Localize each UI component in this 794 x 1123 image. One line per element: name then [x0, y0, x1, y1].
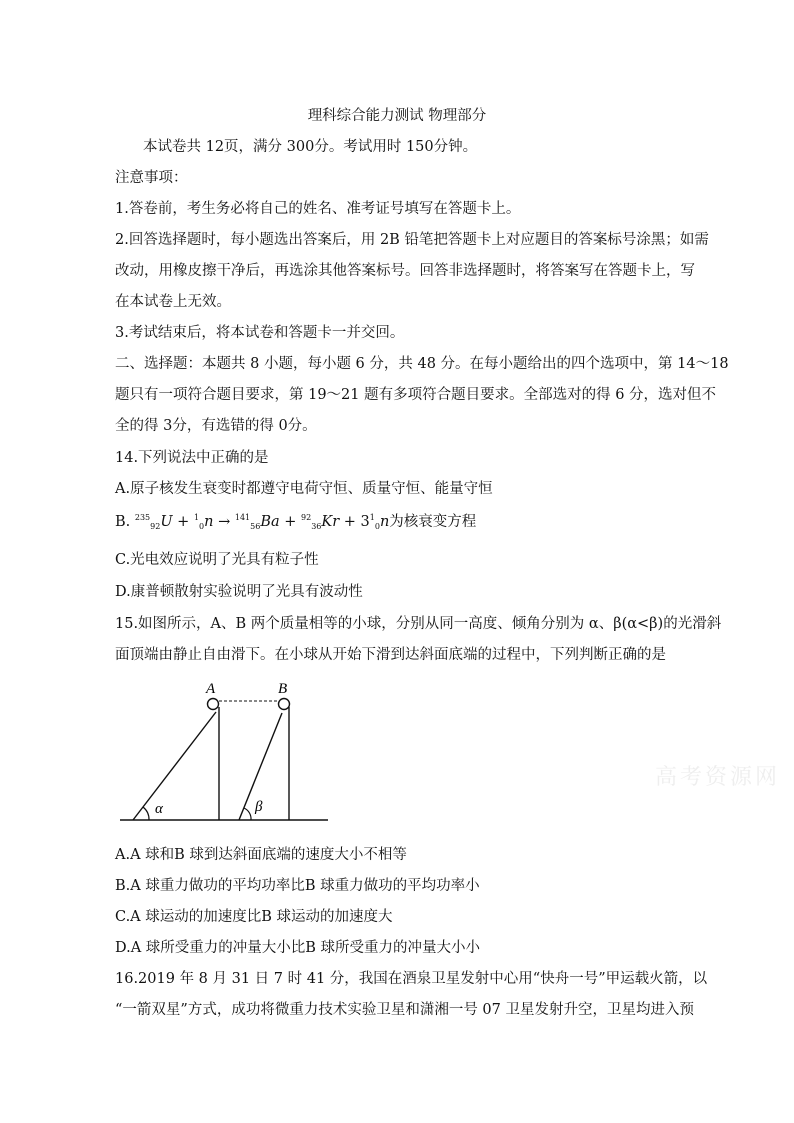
label-a: A	[206, 681, 216, 697]
nuclear-equation: $^{235}_{92}U + ^1_0n \to ^{141}_{56}Ba + ^{92}_{36}Kr + 3^1_0n$	[134, 513, 390, 531]
section-instructions-line-3: 全的得 3分，有选错的得 0分。	[115, 418, 317, 434]
incline-diagram	[115, 675, 345, 825]
q14-option-c: C.光电效应说明了光具有粒子性	[115, 552, 319, 568]
label-beta: β	[255, 799, 263, 815]
q15-stem-line-2: 面顶端由静止自由滑下。在小球从开始下滑到达斜面底端的过程中，下列判断正确的是	[115, 647, 666, 663]
section-instructions-line-2: 题只有一项符合题目要求，第 19～21 题有多项符合题目要求。全部选对的得 6 分，选对但不	[115, 387, 717, 403]
notes-heading: 注意事项：	[115, 170, 188, 186]
q16-line-2: “一箭双星”方式，成功将微重力技术实验卫星和潇湘一号 07 卫星发射升空，卫星均进入预	[115, 1002, 694, 1018]
label-alpha: α	[155, 801, 163, 817]
q14-option-b-suffix: 为核衰变方程	[389, 514, 477, 530]
ball-a	[208, 699, 219, 710]
q15-option-c: C.A 球运动的加速度比B 球运动的加速度大	[115, 909, 393, 925]
note-3: 3.考试结束后，将本试卷和答题卡一并交回。	[115, 325, 405, 341]
q15-stem-line-1: 15.如图所示，A、B 两个质量相等的小球，分别从同一高度、倾角分别为 α、β(α<β)的光滑斜	[115, 616, 722, 632]
page-title: 理科综合能力测试 物理部分	[307, 108, 487, 124]
angle-beta-arc	[244, 808, 251, 820]
label-b: B	[278, 681, 288, 697]
q14-option-d: D.康普顿散射实验说明了光具有波动性	[115, 584, 363, 600]
angle-alpha-arc	[143, 807, 149, 820]
exam-intro: 本试卷共 12页，满分 300分。考试用时 150分钟。	[143, 139, 478, 155]
note-2-line-1: 2.回答选择题时，每小题选出答案后，用 2B 铅笔把答题卡上对应题目的答案标号涂黑；如需	[115, 232, 709, 248]
ball-b	[279, 699, 290, 710]
q14-stem: 14.下列说法中正确的是	[115, 450, 269, 466]
q14-option-a: A.原子核发生衰变时都遵守电荷守恒、质量守恒、能量守恒	[115, 481, 493, 497]
section-instructions-line-1: 二、选择题：本题共 8 小题，每小题 6 分，共 48 分。在每小题给出的四个选项中，第 14～18	[115, 356, 729, 372]
note-2-line-2: 改动，用橡皮擦干净后，再选涂其他答案标号。回答非选择题时，将答案写在答题卡上，写	[115, 263, 695, 279]
q16-line-1: 16.2019 年 8 月 31 日 7 时 41 分，我国在酒泉卫星发射中心用“快舟一号”甲运载火箭，以	[115, 971, 708, 987]
q14-option-b-prefix: B.	[115, 514, 135, 530]
watermark: 高考资源网	[655, 765, 781, 790]
q15-option-a: A.A 球和B 球到达斜面底端的速度大小不相等	[115, 847, 407, 863]
note-1: 1.答卷前，考生务必将自己的姓名、准考证号填写在答题卡上。	[115, 201, 521, 217]
incline-a-slope	[133, 712, 216, 820]
note-2-line-3: 在本试卷上无效。	[115, 294, 231, 310]
q14-option-b	[115, 510, 476, 531]
q15-option-d: D.A 球所受重力的冲量大小比B 球所受重力的冲量大小小	[115, 940, 481, 956]
q15-option-b: B.A 球重力做功的平均功率比B 球重力做功的平均功率小	[115, 878, 480, 894]
